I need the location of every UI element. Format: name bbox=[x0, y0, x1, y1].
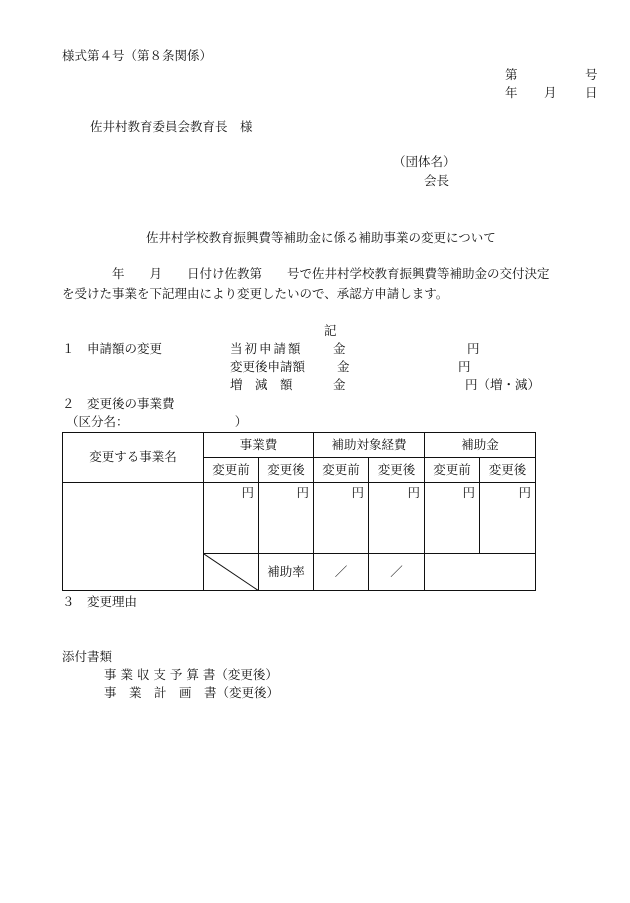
header-project-cost: 事業費 bbox=[204, 433, 314, 458]
number-label-dai: 第 bbox=[505, 67, 518, 82]
header-eligible-cost: 補助対象経費 bbox=[314, 433, 425, 458]
date-year: 年 bbox=[505, 85, 518, 100]
section2-heading: ２ 変更後の事業費 bbox=[62, 396, 175, 411]
ki-label: 記 bbox=[324, 323, 337, 338]
section1-heading: １ 申請額の変更 bbox=[62, 341, 163, 356]
header-subsidy: 補助金 bbox=[425, 433, 536, 458]
number-label-go: 号 bbox=[585, 67, 598, 82]
initial-amount-label: 当初申請額 bbox=[230, 341, 303, 356]
subsidy-before-yen: 円 bbox=[425, 483, 480, 554]
header-subsidy-after: 変更後 bbox=[480, 458, 536, 483]
header-eligible-before: 変更前 bbox=[314, 458, 369, 483]
addressee: 佐井村教育委員会教育長 様 bbox=[90, 119, 253, 134]
header-cost-before: 変更前 bbox=[204, 458, 259, 483]
body-line-1: 年 月 日付け佐教第 号で佐井村学校教育振興費等補助金の交付決定 bbox=[62, 266, 550, 281]
project-cost-table bbox=[62, 432, 536, 591]
attachments-heading: 添付書類 bbox=[62, 649, 113, 664]
project-name-cell bbox=[63, 483, 204, 591]
body-line-2: を受けた事業を下記理由により変更したいので、承認方申請します。 bbox=[62, 286, 449, 301]
changed-amount-kin: 金 bbox=[337, 359, 350, 374]
diff-amount-kin: 金 bbox=[333, 377, 346, 392]
initial-amount-yen: 円 bbox=[467, 341, 480, 356]
diagonal-cell bbox=[204, 554, 259, 591]
cost-before-yen: 円 bbox=[204, 483, 259, 554]
applicant-org-name: （団体名） bbox=[393, 154, 456, 169]
category-name: （区分名： ） bbox=[66, 414, 248, 429]
eligible-after-yen: 円 bbox=[369, 483, 425, 554]
rate-empty-cell bbox=[425, 554, 536, 591]
rate-slash-1: ／ bbox=[314, 554, 369, 591]
diff-amount-yen: 円（増・減） bbox=[465, 377, 541, 392]
attachment-budget: 事 業 収 支 予 算 書（変更後） bbox=[104, 667, 278, 682]
diagonal-line bbox=[204, 554, 259, 591]
applicant-president: 会長 bbox=[424, 173, 450, 188]
section3-heading: ３ 変更理由 bbox=[62, 594, 138, 609]
rate-label: 補助率 bbox=[259, 554, 314, 591]
header-project-name: 変更する事業名 bbox=[63, 433, 204, 483]
eligible-before-yen: 円 bbox=[314, 483, 369, 554]
rate-slash-2: ／ bbox=[369, 554, 425, 591]
changed-amount-label: 変更後申請額 bbox=[230, 359, 306, 374]
initial-amount-kin: 金 bbox=[333, 341, 346, 356]
changed-amount-yen: 円 bbox=[458, 359, 471, 374]
diff-amount-label: 増 減 額 bbox=[230, 377, 293, 392]
form-id: 様式第４号（第８条関係） bbox=[62, 48, 213, 63]
attachment-plan: 事 業 計 画 書（変更後） bbox=[104, 685, 280, 700]
document-title: 佐井村学校教育振興費等補助金に係る補助事業の変更について bbox=[146, 230, 496, 245]
header-eligible-after: 変更後 bbox=[369, 458, 425, 483]
header-cost-after: 変更後 bbox=[259, 458, 314, 483]
header-subsidy-before: 変更前 bbox=[425, 458, 480, 483]
cost-after-yen: 円 bbox=[259, 483, 314, 554]
subsidy-after-yen: 円 bbox=[480, 483, 536, 554]
date-day: 日 bbox=[585, 85, 598, 100]
date-month: 月 bbox=[544, 85, 557, 100]
